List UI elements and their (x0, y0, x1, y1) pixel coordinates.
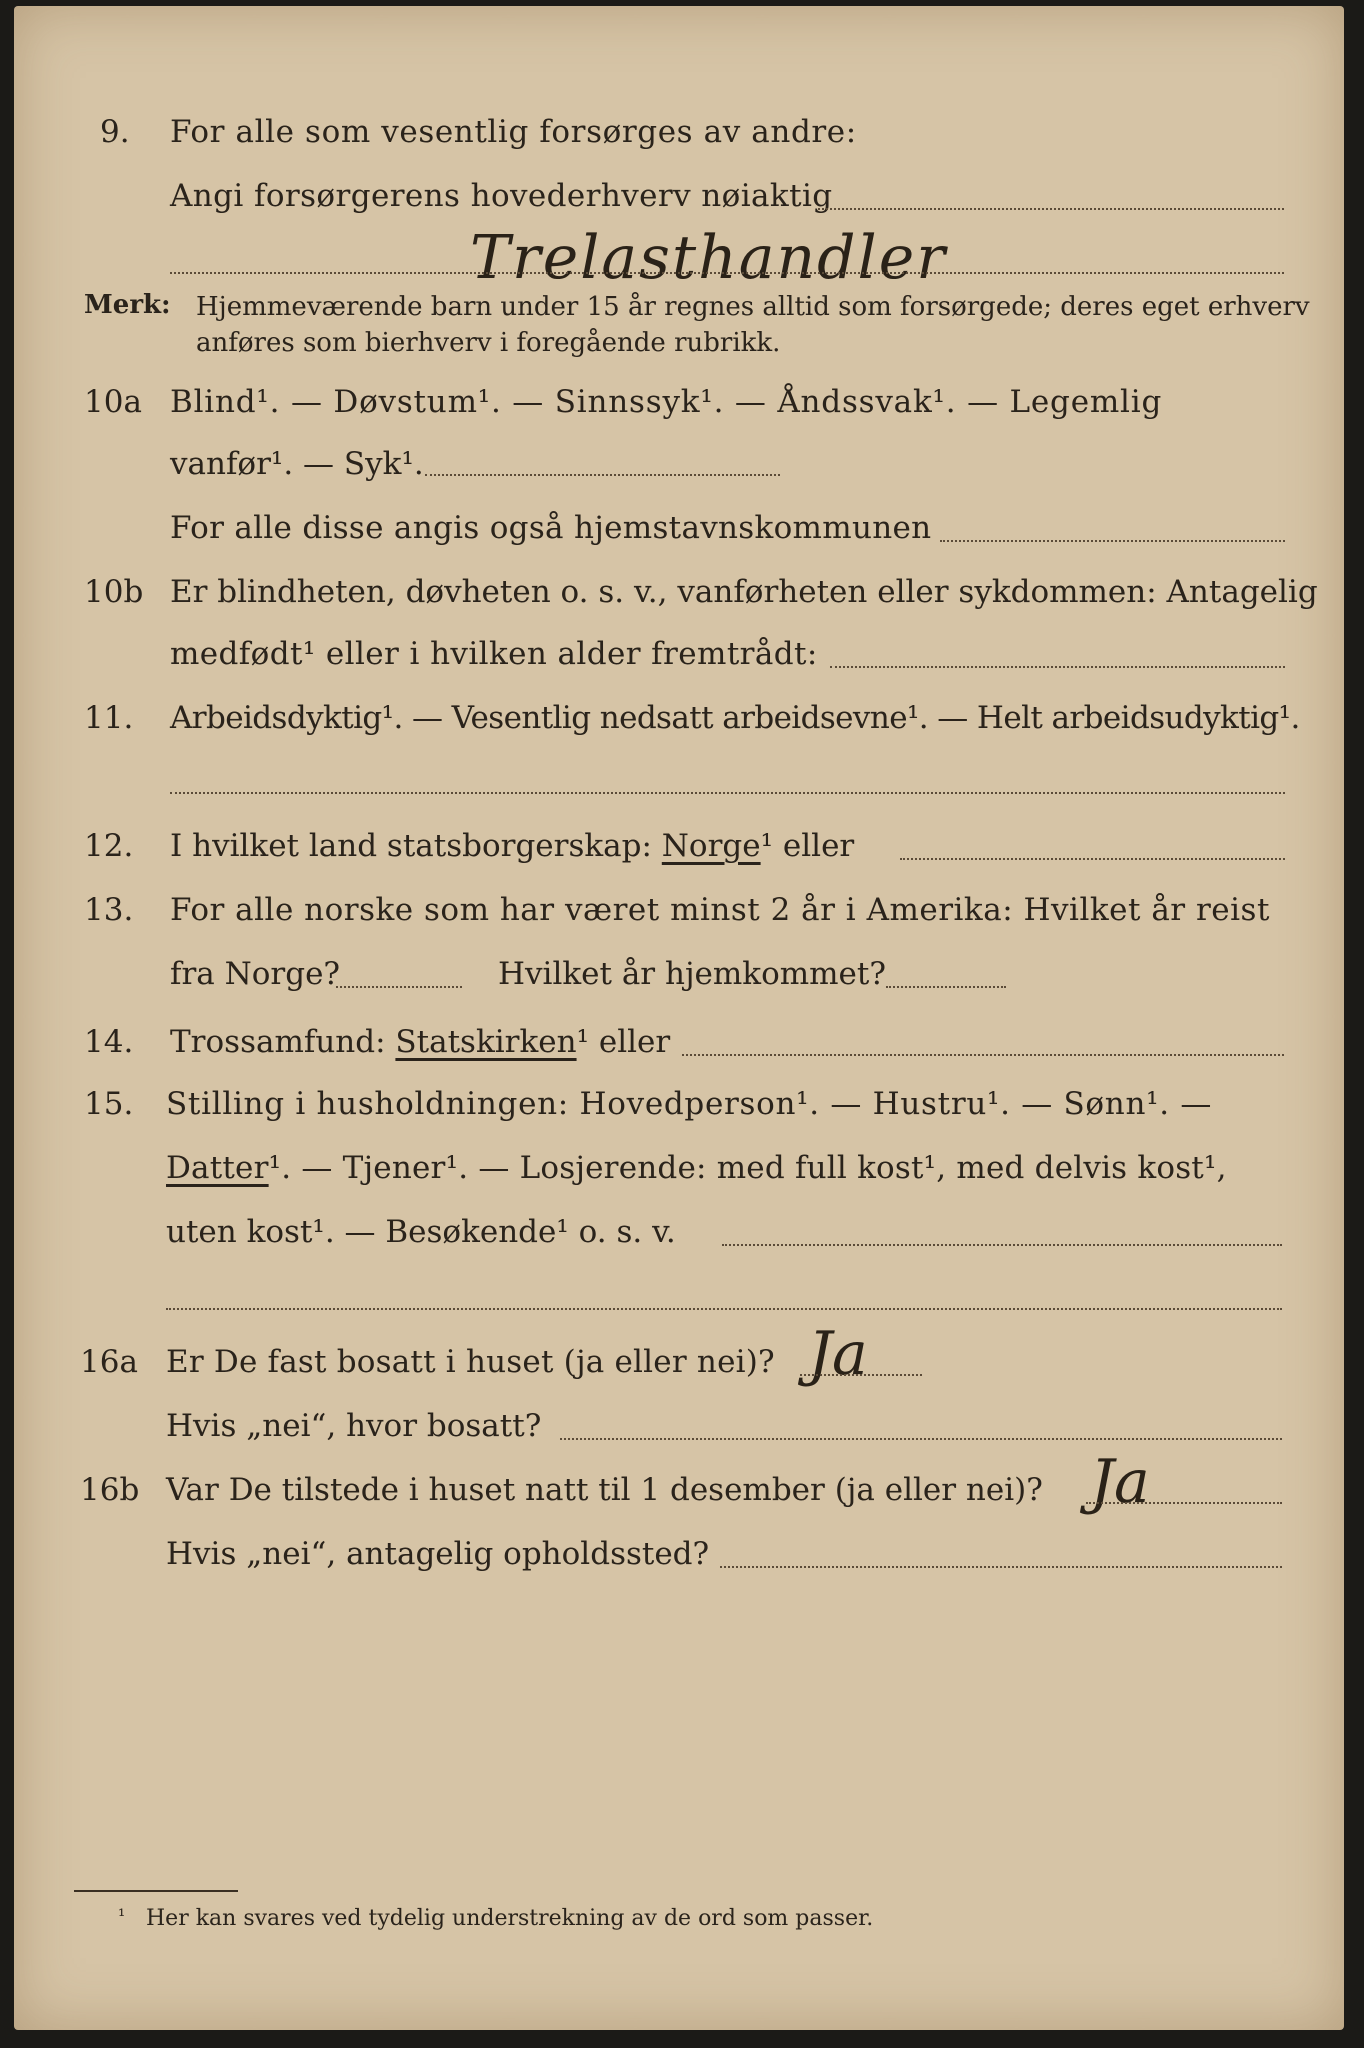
q15-line1: Stilling i husholdningen: Hovedperson¹. — Hustru¹. — Sønn¹. — (166, 1086, 1213, 1122)
q15-number: 15. (84, 1086, 134, 1122)
q15-line2-rest: ¹. — Tjener¹. — Losjerende: med full kost¹, med delvis kost¹, (268, 1150, 1227, 1186)
q10b-answer-line[interactable] (830, 666, 1285, 668)
q12-choice-norge[interactable]: Norge (661, 828, 761, 864)
q16a-line1: Er De fast bosatt i huset (ja eller nei)? (166, 1344, 775, 1380)
q9-number: 9. (100, 114, 130, 150)
q13-line2a: fra Norge? (170, 956, 341, 992)
q9-line1: For alle som vesentlig forsørges av andre: (170, 114, 857, 150)
q10b-line2: medfødt¹ eller i hvilken alder fremtrådt: (170, 636, 818, 672)
q13-hjemkommet-line[interactable] (886, 986, 1006, 988)
q16b-line2: Hvis „nei“, antagelig opholdssted? (166, 1536, 710, 1572)
q16a-bosatt-line[interactable] (560, 1438, 1282, 1440)
q14-answer-line[interactable] (682, 1054, 1284, 1056)
merk-line1: Hjemmeværende barn under 15 år regnes alltid som forsørgede; deres eget erhverv (196, 292, 1310, 322)
q14-line (170, 1022, 670, 1062)
footnote-text: Her kan svares ved tydelig understrekning av de ord som passer. (146, 1906, 874, 1931)
q16b-handwritten-answer: Ja (1090, 1447, 1150, 1517)
q14-choice-statskirken[interactable]: Statskirken (395, 1024, 577, 1060)
q11-line1: Arbeidsdyktig¹. — Vesentlig nedsatt arbeidsevne¹. — Helt arbeidsudyktig¹. (170, 700, 1300, 736)
q11-answer-line[interactable] (170, 792, 1285, 794)
q10a-number: 10a (84, 384, 142, 420)
q13-reist-line[interactable] (336, 986, 462, 988)
q14-prompt: Trossamfund: (170, 1024, 386, 1060)
q12-suffix: ¹ eller (760, 828, 855, 864)
q15-answer-line1[interactable] (722, 1244, 1282, 1246)
q9-handwritten-answer: Trelasthandler (470, 223, 947, 293)
q13-line1: For alle norske som har været minst 2 år i Amerika: Hvilket år reist (170, 892, 1270, 928)
q16a-answer-line[interactable] (800, 1374, 922, 1376)
q10a-kommune-line[interactable] (940, 540, 1285, 542)
q16a-number: 16a (80, 1344, 138, 1380)
merk-label: Merk: (84, 290, 171, 320)
q12-answer-line[interactable] (900, 858, 1285, 860)
q10a-answer-line[interactable] (425, 474, 780, 476)
q15-line3: uten kost¹. — Besøkende¹ o. s. v. (166, 1214, 676, 1250)
q14-number: 14. (84, 1024, 134, 1060)
q16a-handwritten-answer: Ja (808, 1319, 868, 1389)
q10b-line1: Er blindheten, døvheten o. s. v., vanførheten eller sykdommen: Antagelig (170, 574, 1318, 610)
footnote-rule (74, 1890, 238, 1892)
q16b-line1: Var De tilstede i huset natt til 1 desember (ja eller nei)? (166, 1472, 1043, 1508)
q11-number: 11. (84, 700, 134, 736)
q9-line2: Angi forsørgerens hovederhverv nøiaktig (170, 178, 833, 214)
q12-number: 12. (84, 828, 134, 864)
q13-line2b: Hvilket år hjemkommet? (498, 956, 886, 992)
q10a-line2: vanfør¹. — Syk¹. (170, 446, 424, 482)
footnote-mark: ¹ (118, 1906, 126, 1927)
q16b-answer-line[interactable] (1086, 1502, 1282, 1504)
q16a-line2: Hvis „nei“, hvor bosatt? (166, 1408, 542, 1444)
q10a-line3: For alle disse angis også hjemstavnskommunen (170, 510, 932, 546)
q16b-opholdssted-line[interactable] (720, 1566, 1282, 1568)
q15-choice-datter[interactable]: Datter (166, 1150, 269, 1186)
q14-suffix: ¹ eller (576, 1024, 671, 1060)
q15-answer-line2[interactable] (166, 1308, 1282, 1310)
q16b-number: 16b (80, 1472, 140, 1508)
merk-line2: anføres som bierhverv i foregående rubrikk. (196, 328, 781, 358)
q12-prompt: I hvilket land statsborgerskap: (170, 828, 652, 864)
q12-line (170, 826, 854, 866)
q13-number: 13. (84, 892, 134, 928)
q15-line2 (166, 1148, 1227, 1188)
q10b-number: 10b (84, 574, 144, 610)
q9-answer-line1[interactable] (818, 208, 1284, 210)
q10a-line1: Blind¹. — Døvstum¹. — Sinnssyk¹. — Åndssvak¹. — Legemlig (170, 384, 1163, 420)
q9-answer-line2[interactable] (170, 272, 1284, 274)
